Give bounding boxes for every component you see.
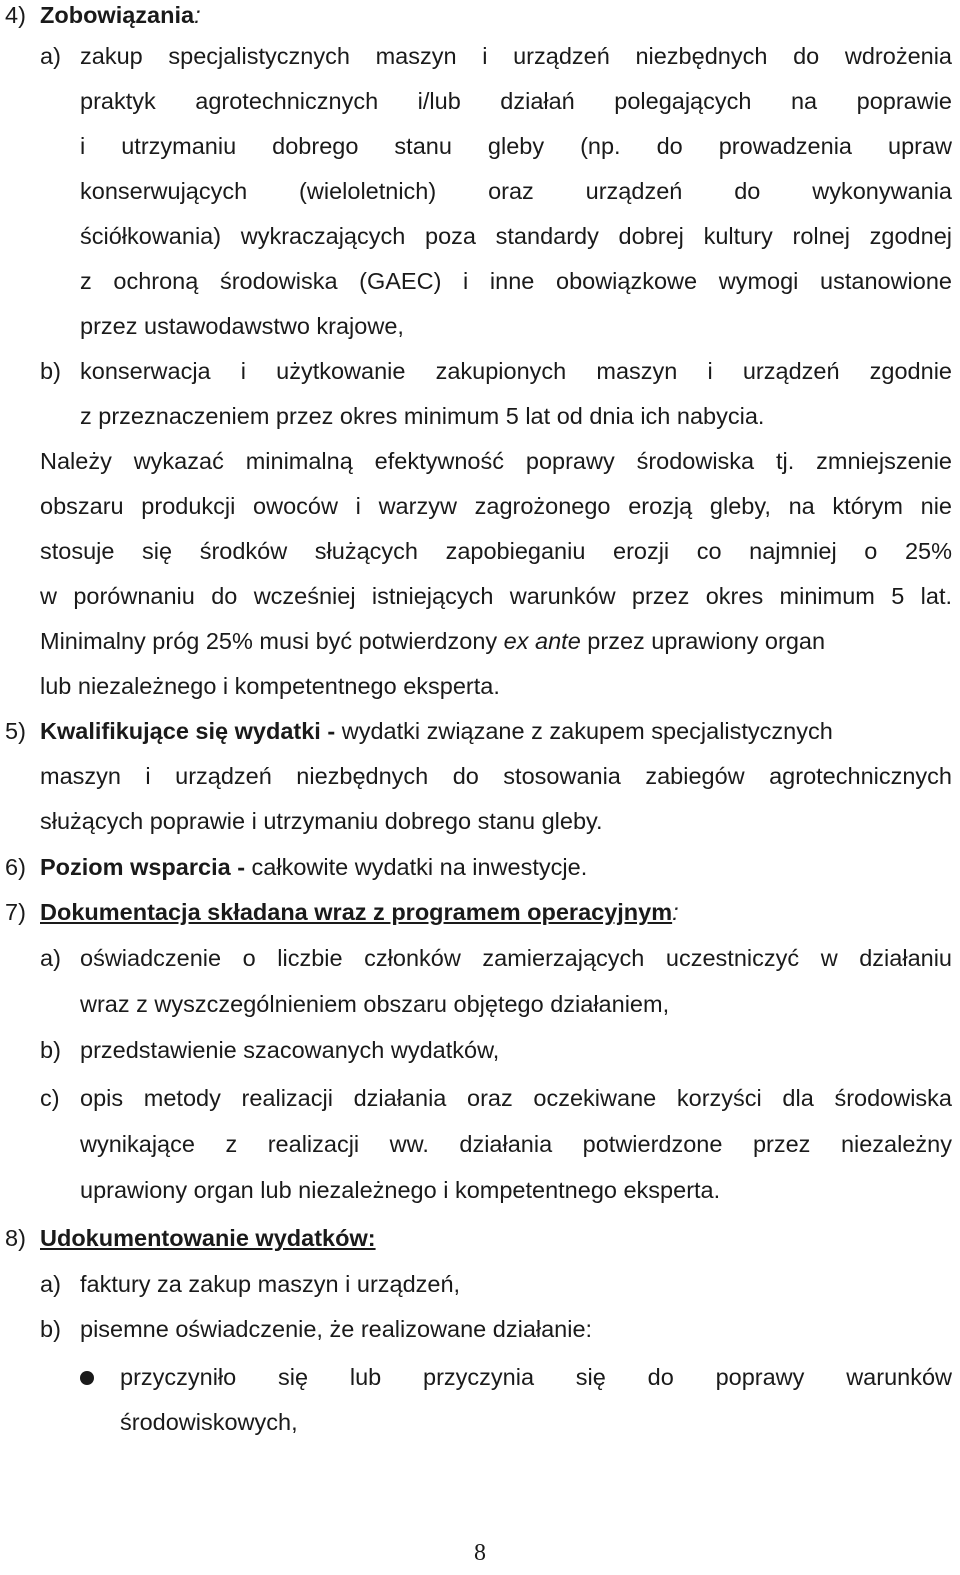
paragraph-line: faktury za zakup maszyn i urządzeń,	[80, 1271, 461, 1297]
section-5-heading: 5) Kwalifikujące się wydatki - wydatki związane z zakupem specjalistycznych	[0, 709, 955, 754]
paragraph-line: opis metody realizacji działania oraz oczekiwane korzyści dla środowiska	[80, 1085, 952, 1111]
page-number: 8	[474, 1540, 486, 1566]
paragraph-line: i utrzymaniu dobrego stanu gleby (np. do prowadzenia upraw	[80, 133, 952, 159]
paragraph-line: z przeznaczeniem przez okres minimum 5 lat od dnia ich nabycia.	[80, 403, 765, 429]
list-label-a: a)	[40, 1271, 61, 1297]
paragraph-line: ściółkowania) wykraczających poza standardy dobrej kultury rolnej zgodnej	[80, 223, 952, 249]
section-number: 6)	[5, 854, 26, 880]
paragraph-line: konserwacja i użytkowanie zakupionych maszyn i urządzeń zgodnie	[80, 358, 952, 384]
latin-phrase: ex ante	[503, 628, 581, 654]
paragraph-line: zakup specjalistycznych maszyn i urządzeń niezbędnych do wdrożenia	[80, 43, 952, 69]
paragraph-line: służących poprawie i utrzymaniu dobrego stanu gleby.	[40, 808, 603, 834]
paragraph-line: przez ustawodawstwo krajowe,	[80, 313, 404, 339]
paragraph-line: przyczyniło się lub przyczynia się do poprawy warunków	[120, 1364, 952, 1390]
paragraph-line: praktyk agrotechnicznych i/lub działań polegających na poprawie	[80, 88, 952, 114]
paragraph-line: oświadczenie o liczbie członków zamierzających uczestniczyć w działaniu	[80, 945, 952, 971]
section-number: 7)	[5, 899, 26, 925]
list-label-b: b)	[40, 1037, 61, 1063]
paragraph-line: w porównaniu do wcześniej istniejących warunków przez okres minimum 5 lat.	[40, 583, 952, 609]
paragraph-line: maszyn i urządzeń niezbędnych do stosowania zabiegów agrotechnicznych	[40, 763, 952, 789]
paragraph-line: pisemne oświadczenie, że realizowane działanie:	[80, 1316, 593, 1342]
section-number: 4)	[5, 2, 26, 28]
paragraph-line: wynikające z realizacji ww. działania potwierdzone przez niezależny	[80, 1131, 952, 1157]
paragraph-line: lub niezależnego i kompetentnego eksperta.	[40, 673, 500, 699]
paragraph-line: obszaru produkcji owoców i warzyw zagrożonego erozją gleby, na którym nie	[40, 493, 952, 519]
bullet-icon	[80, 1371, 94, 1385]
section-title: Zobowiązania	[40, 2, 195, 28]
section-title: Poziom wsparcia -	[40, 854, 246, 880]
list-label-c: c)	[40, 1085, 60, 1111]
list-label-a: a)	[40, 945, 61, 971]
paragraph-line: stosuje się środków służących zapobieganiu erozji co najmniej o 25%	[40, 538, 952, 564]
section-title: Dokumentacja składana wraz z programem operacyjnym	[40, 899, 673, 925]
paragraph-line: z ochroną środowiska (GAEC) i inne obowiązkowe wymogi ustanowione	[80, 268, 952, 294]
paragraph-line: wraz z wyszczególnieniem obszaru objętego działaniem,	[80, 991, 670, 1017]
paragraph-line: Należy wykazać minimalną efektywność poprawy środowiska tj. zmniejszenie	[40, 448, 952, 474]
section-title: Udokumentowanie wydatków:	[40, 1225, 376, 1251]
list-label-b: b)	[40, 358, 61, 384]
section-number: 8)	[5, 1225, 26, 1251]
paragraph-line: konserwujących (wieloletnich) oraz urządzeń do wykonywania	[80, 178, 952, 204]
section-number: 5)	[5, 718, 26, 744]
paragraph-line: środowiskowych,	[120, 1409, 298, 1435]
paragraph-line: Minimalny próg 25% musi być potwierdzony ex ante przez uprawiony organ	[40, 628, 826, 654]
section-title: Kwalifikujące się wydatki -	[40, 718, 336, 744]
paragraph-line: uprawiony organ lub niezależnego i kompetentnego eksperta.	[80, 1177, 721, 1203]
paragraph-line: przedstawienie szacowanych wydatków,	[80, 1037, 500, 1063]
list-label-a: a)	[40, 43, 61, 69]
list-label-b: b)	[40, 1316, 61, 1342]
